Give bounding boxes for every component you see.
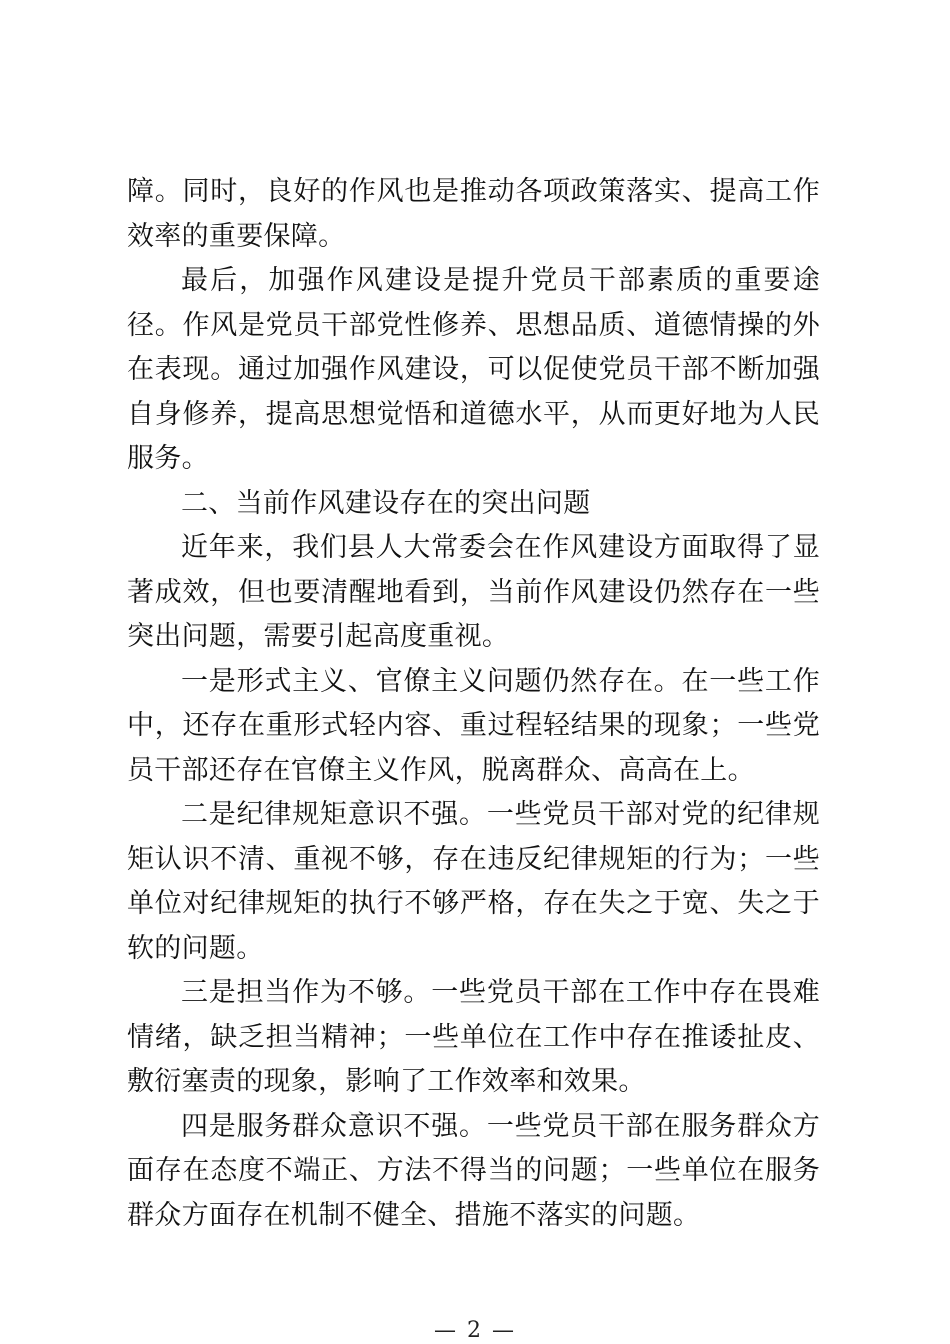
page-number: — 2 — (434, 1318, 516, 1343)
paragraph-continuation: 障。同时，良好的作风也是推动各项政策落实、提高工作效率的重要保障。 (127, 176, 820, 252)
paragraph-problem-1: 一是形式主义、官僚主义问题仍然存在。在一些工作中，还存在重形式轻内容、重过程轻结果的现象；一些党员干部还存在官僚主义作风，脱离群众、高高在上。 (127, 665, 820, 786)
section-heading: 二、当前作风建设存在的突出问题 (181, 487, 591, 519)
document-body (127, 170, 820, 1238)
paragraph-conclusion: 最后，加强作风建设是提升党员干部素质的重要途径。作风是党员干部党性修养、思想品质、道德情操的外在表现。通过加强作风建设，可以促使党员干部不断加强自身修养，提高思想觉悟和道德水平，从而更好地为人民服务。 (127, 265, 820, 474)
paragraph-problem-3: 三是担当作为不够。一些党员干部在工作中存在畏难情绪，缺乏担当精神；一些单位在工作中存在推诿扯皮、敷衍塞责的现象，影响了工作效率和效果。 (127, 977, 820, 1097)
paragraph-intro: 近年来，我们县人大常委会在作风建设方面取得了显著成效，但也要清醒地看到，当前作风建设仍然存在一些突出问题，需要引起高度重视。 (127, 532, 820, 652)
paragraph-problem-4: 四是服务群众意识不强。一些党员干部在服务群众方面存在态度不端正、方法不得当的问题；一些单位在服务群众方面存在机制不健全、措施不落实的问题。 (127, 1110, 820, 1231)
paragraph-problem-2: 二是纪律规矩意识不强。一些党员干部对党的纪律规矩认识不清、重视不够，存在违反纪律规矩的行为；一些单位对纪律规矩的执行不够严格，存在失之于宽、失之于软的问题。 (127, 799, 820, 964)
